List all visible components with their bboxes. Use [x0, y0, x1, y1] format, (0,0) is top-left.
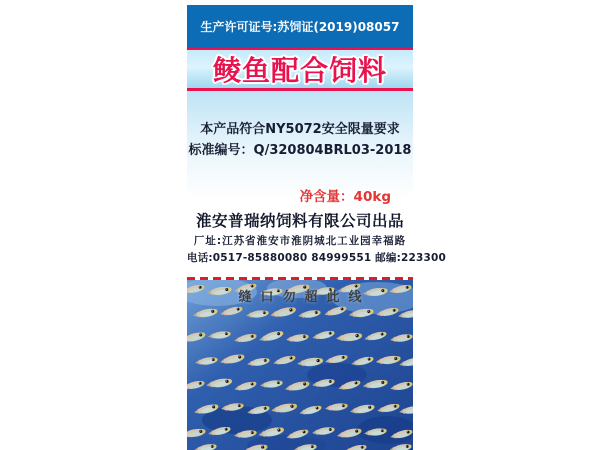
license-number-text: 生产许可证号:苏饲证(2019)08057: [200, 19, 400, 34]
product-label: [187, 5, 447, 450]
license-bar: [187, 5, 413, 47]
net-weight-text: 净含量：40kg: [299, 189, 391, 205]
fish-school-illustration: [187, 280, 413, 450]
info-section: [187, 91, 447, 277]
producer-contact-text: 电话:0517-85880080 84999551 邮编:223300: [187, 252, 447, 264]
title-band: [187, 50, 413, 88]
producer-name-text: 淮安普瑞纳饲料有限公司出品: [195, 212, 404, 230]
producer-address-text: 厂址:江苏省淮安市淮阴城北工业园幸福路: [193, 235, 407, 247]
seam-notice-text: 缝口勿超此线: [238, 290, 371, 305]
compliance-text: 本产品符合NY5072安全限量要求: [200, 122, 400, 137]
fish-school-photo: [187, 280, 413, 450]
standard-number-text: 标准编号：Q/320804BRL03-2018: [188, 143, 412, 158]
product-title: 鲮鱼配合饲料: [212, 54, 387, 87]
